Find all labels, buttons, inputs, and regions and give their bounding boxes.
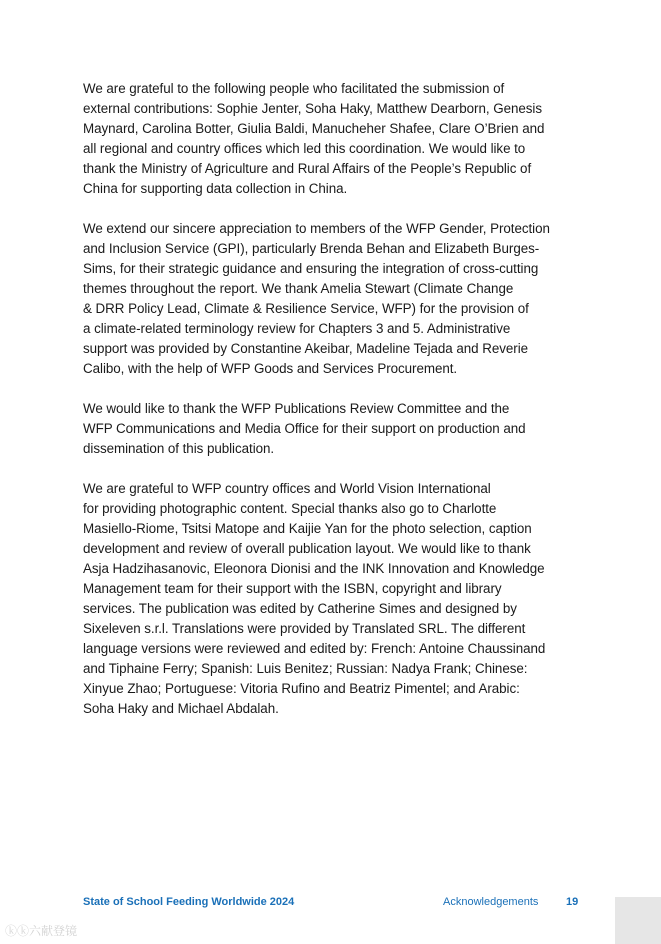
paragraph-publications-review xyxy=(83,399,579,459)
footer-publication-title: State of School Feeding Worldwide 2024 xyxy=(83,896,295,908)
footer-section-name: Acknowledgements xyxy=(443,896,539,908)
paragraph-contributions xyxy=(83,79,579,199)
text-line: Xinyue Zhao; Portuguese: Vitoria Rufino and Beatriz Pimentel; and Arabic: xyxy=(83,681,520,696)
text-line: Calibo, with the help of WFP Goods and Services Procurement. xyxy=(83,361,458,376)
text-line: We are grateful to the following people who facilitated the submission of xyxy=(83,81,505,96)
text-line: Masiello-Riome, Tsitsi Matope and Kaijie Yan for the photo selection, caption xyxy=(83,521,532,536)
text-line: external contributions: Sophie Jenter, Soha Haky, Matthew Dearborn, Genesis xyxy=(83,101,542,116)
text-line: Sixeleven s.r.l. Translations were provided by Translated SRL. The different xyxy=(83,621,526,636)
text-line: Management team for their support with the ISBN, copyright and library xyxy=(83,581,502,596)
text-line: for providing photographic content. Special thanks also go to Charlotte xyxy=(83,501,497,516)
text-line: Sims, for their strategic guidance and ensuring the integration of cross-cutting xyxy=(83,261,539,276)
text-line: Maynard, Carolina Botter, Giulia Baldi, Manucheher Shafee, Clare O’Brien and xyxy=(83,121,545,136)
text-line: Asja Hadzihasanovic, Eleonora Dionisi and the INK Innovation and Knowledge xyxy=(83,561,545,576)
text-line: Soha Haky and Michael Abdalah. xyxy=(83,701,279,716)
text-line: thank the Ministry of Agriculture and Rural Affairs of the People’s Republic of xyxy=(83,161,532,176)
footer-page-number: 19 xyxy=(566,896,579,908)
text-line: and Tiphaine Ferry; Spanish: Luis Benitez; Russian: Nadya Frank; Chinese: xyxy=(83,661,528,676)
text-line: a climate-related terminology review for Chapters 3 and 5. Administrative xyxy=(83,321,511,336)
text-line: China for supporting data collection in China. xyxy=(83,181,348,196)
corner-tab-block xyxy=(615,897,661,944)
text-line: & DRR Policy Lead, Climate & Resilience Service, WFP) for the provision of xyxy=(83,301,529,316)
text-line: WFP Communications and Media Office for their support on production and xyxy=(83,421,526,436)
text-line: themes throughout the report. We thank Amelia Stewart (Climate Change xyxy=(83,281,514,296)
paragraph-gender-protection xyxy=(83,219,579,379)
text-line: dissemination of this publication. xyxy=(83,441,275,456)
text-line: services. The publication was edited by Catherine Simes and designed by xyxy=(83,601,517,616)
text-line: support was provided by Constantine Akeibar, Madeline Tejada and Reverie xyxy=(83,341,529,356)
text-line: language versions were reviewed and edited by: French: Antoine Chaussinand xyxy=(83,641,546,656)
text-line: We extend our sincere appreciation to members of the WFP Gender, Protection xyxy=(83,221,550,236)
text-line: development and review of overall publication layout. We would like to thank xyxy=(83,541,531,556)
text-line: and Inclusion Service (GPI), particularly Brenda Behan and Elizabeth Burges- xyxy=(83,241,540,256)
text-line: We are grateful to WFP country offices and World Vision International xyxy=(83,481,491,496)
acknowledgements-body xyxy=(83,79,579,739)
paragraph-photographic-content xyxy=(83,479,579,719)
watermark-logo: ⓚⓚ六献登镜 xyxy=(5,924,78,938)
text-line: all regional and country offices which led this coordination. We would like to xyxy=(83,141,526,156)
text-line: We would like to thank the WFP Publications Review Committee and the xyxy=(83,401,510,416)
